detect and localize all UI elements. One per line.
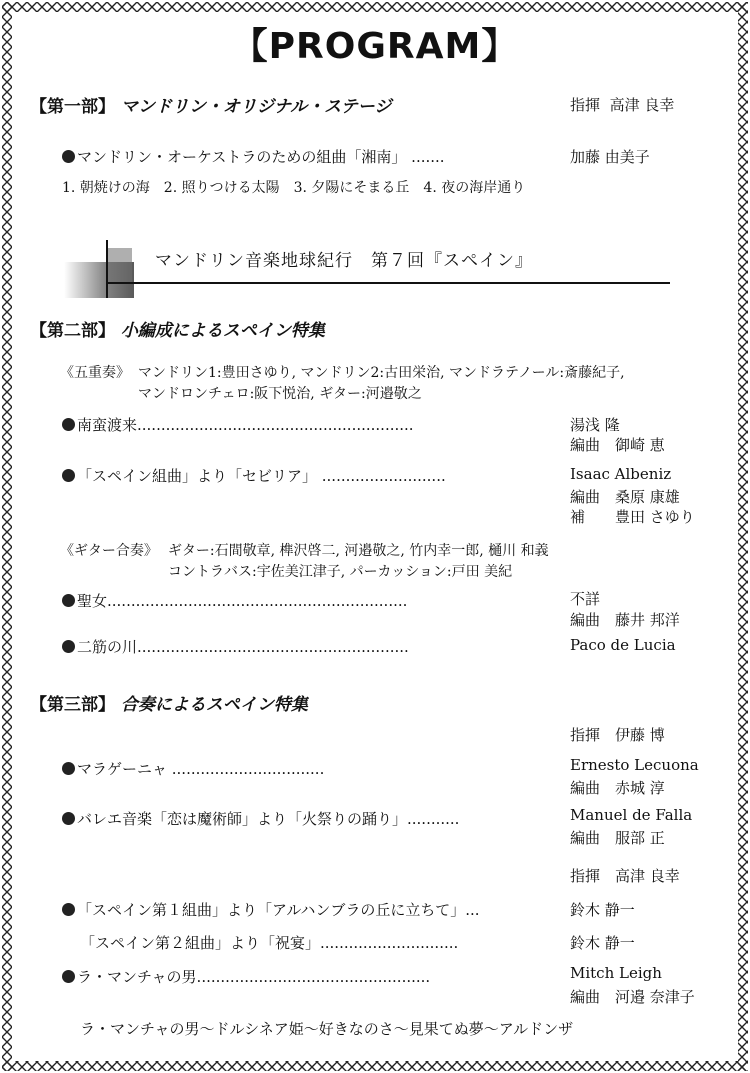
credit: 不詳 (570, 590, 601, 608)
part1-conductor-name: 高津 良幸 (609, 96, 675, 114)
piece-lamancha: ラ・マンチャの男................................................. (62, 966, 430, 987)
part1-movements: 1. 朝焼けの海 2. 照りつける太陽 3. 夕陽にそまる丘 4. 夜の海岸通り (62, 180, 526, 196)
credit: Manuel de Falla (570, 806, 693, 824)
credit: 編曲 藤井 邦洋 (570, 611, 680, 629)
page-title: 【PROGRAM】 (231, 26, 519, 67)
credit: Mitch Leigh (570, 964, 662, 982)
bullet-icon (62, 812, 75, 825)
credit: 鈴木 静一 (570, 901, 635, 919)
banner-vertical-line (106, 240, 108, 298)
part1-piece: マンドリン・オーケストラのための組曲「湘南」 ....... (62, 146, 445, 167)
credit: Isaac Albeniz (570, 465, 672, 483)
credit: 編曲 桑原 康雄 (570, 488, 680, 506)
piece-malaguena: マラゲーニャ ................................ (62, 758, 324, 779)
credit: 湯浅 隆 (570, 416, 620, 434)
piece-falla: バレエ音楽「恋は魔術師」より「火祭りの踊り」........... (62, 808, 459, 829)
part1-conductor-role: 指揮 (570, 96, 601, 114)
piece-alhambra: 「スペイン第１組曲」より「アルハンブラの丘に立ちて」... (62, 899, 480, 920)
guitar-line2: コントラバス:宇佐美江津子, パーカッション:戸田 美紀 (168, 564, 513, 580)
bullet-icon (62, 970, 75, 983)
credit: 編曲 服部 正 (570, 829, 665, 847)
banner-shade-square (108, 248, 132, 282)
quintet-line2: マンドロンチェロ:阪下悦治, ギター:河邉敬之 (138, 386, 422, 402)
part3-stage: 合奏によるスペイン特集 (120, 695, 308, 715)
bullet-icon (62, 762, 75, 775)
bullet-icon (62, 150, 75, 163)
piece-futasuji: 二筋の川......................................................... (62, 636, 409, 657)
quintet-line1: マンドリン1:豊田さゆり, マンドリン2:古田栄治, マンドラテノール:斎藤紀子, (138, 365, 625, 381)
bullet-icon (62, 469, 75, 482)
part1-heading (30, 92, 391, 117)
banner-title: マンドリン音楽地球紀行 第７回『スペイン』 (155, 251, 533, 271)
part3-conductor-a: 指揮 伊藤 博 (570, 726, 665, 744)
credit: Paco de Lucia (570, 636, 676, 654)
quintet-label: 《五重奏》 (60, 365, 130, 381)
credit: 編曲 河邉 奈津子 (570, 988, 695, 1006)
part2-stage: 小編成によるスペイン特集 (120, 321, 325, 341)
credit: 鈴木 静一 (570, 934, 635, 952)
part1-label: 【第一部】 (30, 97, 115, 117)
piece-nanban: 南蛮渡来.......................................................... (62, 414, 414, 435)
medley-line: ラ・マンチャの男〜ドルシネア姫〜好きなのさ〜見果てぬ夢〜アルドンザ (80, 1020, 574, 1038)
guitar-label: 《ギター合奏》 (60, 543, 158, 559)
part2-label: 【第二部】 (30, 321, 115, 341)
part1-conductor (570, 94, 674, 115)
bullet-icon (62, 594, 75, 607)
credit: 編曲 御崎 恵 (570, 436, 665, 454)
part2-heading (30, 316, 325, 341)
bullet-icon (62, 903, 75, 916)
piece-seijo: 聖女............................................................... (62, 590, 407, 611)
part1-composer: 加藤 由美子 (570, 148, 650, 166)
part1-stage: マンドリン・オリジナル・ステージ (120, 97, 392, 117)
banner-underline (108, 282, 670, 284)
part3-conductor-b: 指揮 高津 良幸 (570, 867, 680, 885)
credit: Ernesto Lecuona (570, 756, 699, 774)
credit: 補 豊田 さゆり (570, 508, 695, 526)
piece-sevilla: 「スペイン組曲」より「セビリア」 .......................... (62, 465, 446, 486)
bullet-icon (62, 640, 75, 653)
part3-heading (30, 690, 308, 715)
bullet-icon (62, 418, 75, 431)
piece-shukuen: 「スペイン第２組曲」より「祝宴」............................. (80, 934, 459, 952)
part3-label: 【第三部】 (30, 695, 115, 715)
guitar-line1: ギター:石間敬章, 榫沢啓二, 河邉敬之, 竹内幸一郎, 樋川 和義 (168, 543, 549, 559)
credit: 編曲 赤城 淳 (570, 779, 665, 797)
